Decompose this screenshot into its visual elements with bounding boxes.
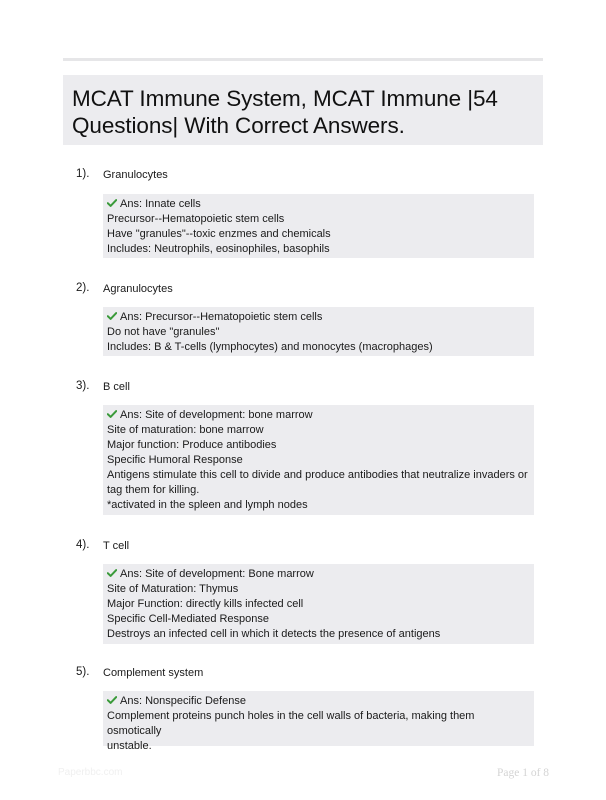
answer-line: unstable. (107, 740, 152, 752)
check-icon (107, 199, 117, 207)
answer-line: Major Function: directly kills infected cell (107, 598, 304, 610)
question-number: 1). (76, 168, 90, 180)
answer-line: Ans: Site of development: Bone marrow (107, 567, 530, 582)
question-number: 4). (76, 539, 90, 551)
answer-box (103, 194, 534, 258)
title-line-1: MCAT Immune System, MCAT Immune |54 (72, 86, 498, 111)
answer-line: Site of maturation: bone marrow (107, 424, 264, 436)
question-term: Complement system (103, 667, 204, 679)
answer-line: Ans: Precursor--Hematopoietic stem cells (107, 310, 530, 325)
page-indicator: Page 1 of 8 (497, 767, 550, 779)
title-box (63, 75, 543, 145)
answer-line: Specific Cell-Mediated Response (107, 613, 270, 625)
answer-line: Antigens stimulate this cell to divide and produce antibodies that neutralize invaders or (107, 469, 528, 481)
answer-line: Site of Maturation: Thymus (107, 583, 239, 595)
answer-line: Complement proteins punch holes in the cell walls of bacteria, making them osmotically (107, 710, 478, 737)
question-number: 3). (76, 380, 90, 392)
answer-line: Destroys an infected cell in which it detects the presence of antigens (107, 628, 441, 640)
page-title (72, 85, 535, 139)
question-term: Agranulocytes (103, 283, 173, 295)
question-number: 2). (76, 282, 90, 294)
answer-line: Specific Humoral Response (107, 454, 243, 466)
answer-line: Includes: Neutrophils, eosinophiles, basophils (107, 243, 330, 255)
answer-line: Do not have "granules" (107, 326, 220, 338)
answer-line: Precursor--Hematopoietic stem cells (107, 213, 285, 225)
question-term: Granulocytes (103, 169, 168, 181)
check-icon (107, 696, 117, 704)
question-number: 5). (76, 666, 90, 678)
top-divider (63, 58, 543, 61)
answer-line: tag them for killing. (107, 484, 200, 496)
answer-line: Major function: Produce antibodies (107, 439, 277, 451)
answer-box (103, 564, 534, 644)
answer-box (103, 691, 534, 752)
footer-watermark: Paperbbc.com (58, 767, 123, 778)
answer-box (103, 405, 534, 515)
question-term: B cell (103, 381, 130, 393)
check-icon (107, 312, 117, 320)
check-icon (107, 410, 117, 418)
answer-line: *activated in the spleen and lymph nodes (107, 499, 308, 511)
answer-line: Ans: Nonspecific Defense (107, 694, 530, 709)
answer-line: Ans: Site of development: bone marrow (107, 408, 530, 423)
answer-line: Have "granules"--toxic enzmes and chemicals (107, 228, 331, 240)
answer-line: Includes: B & T-cells (lymphocytes) and monocytes (macrophages) (107, 341, 433, 353)
check-icon (107, 569, 117, 577)
title-line-2: Questions| With Correct Answers. (72, 113, 405, 138)
question-term: T cell (103, 540, 130, 552)
answer-box (103, 307, 534, 356)
answer-line: Ans: Innate cells (107, 197, 530, 212)
